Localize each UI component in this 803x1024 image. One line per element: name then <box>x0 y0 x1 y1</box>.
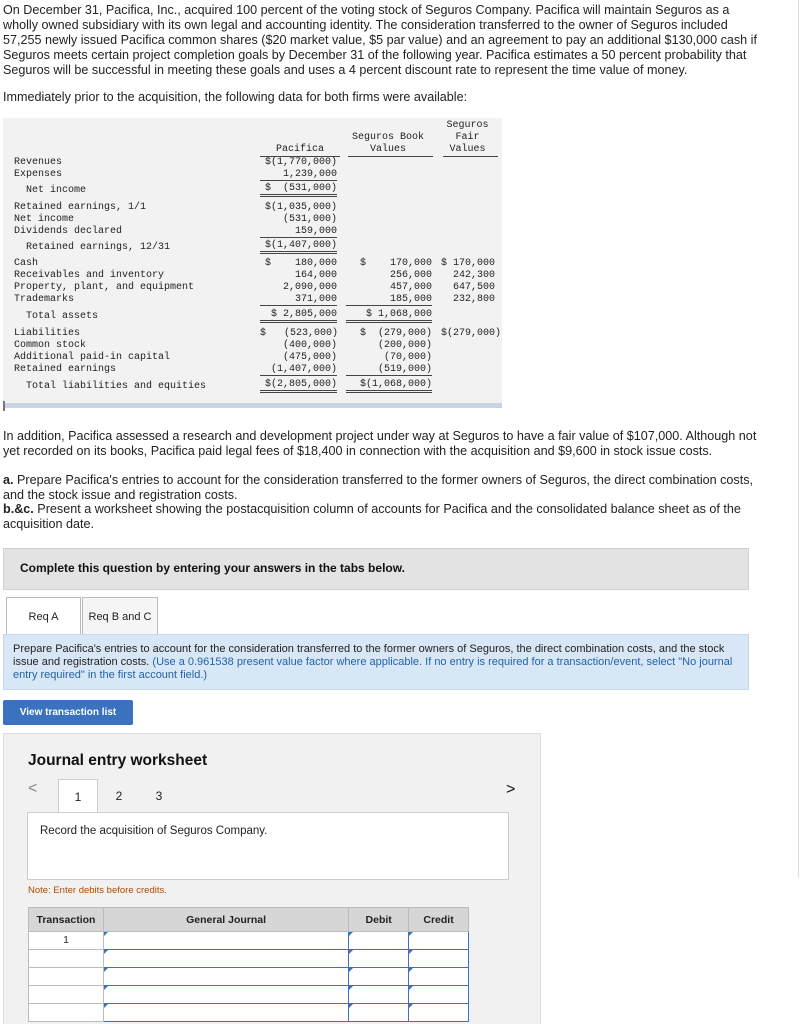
pacifica-value: 2,090,000 <box>282 282 337 293</box>
book-value: $ 1,068,000 <box>346 309 432 323</box>
question-bar <box>3 548 749 590</box>
requirement-bc <box>3 502 765 532</box>
instruction-box <box>3 634 749 690</box>
problem-intro: On December 31, Pacifica, Inc., acquired 100 percent of the voting stock of Seguros Company. Pacifica will maintain Seguros as a wholly owned subsidiary with its own legal and accounting identity. The consideration transferred to the owner of Seguros included 57,255 newly issued Pacifica common shares ($20 market value, $5 par value) and an agreement to pay an additional $130,000 cash if Seguros meets certain project completion goals by December 31 of the following year. Pacifica estimates a 50 percent probability that Seguros will be successful in meeting these goals and uses a 4 percent discount rate to represent the time value of money. <box>3 3 757 77</box>
col-header-book-1: Seguros Book <box>351 132 424 143</box>
question-bar-text: Complete this question by entering your answers in the tabs below. <box>20 561 405 575</box>
account-input[interactable] <box>103 968 348 986</box>
credit-input[interactable] <box>409 968 469 986</box>
col-credit: Credit <box>409 908 469 932</box>
col-header-fair-1: Seguros <box>446 120 489 131</box>
account-input[interactable] <box>103 986 348 1004</box>
data-intro: Immediately prior to the acquisition, the following data for both firms were available: <box>3 90 468 104</box>
pacifica-value: $ 2,805,000 <box>260 309 337 323</box>
debit-input[interactable] <box>349 986 409 1004</box>
row-label: Total assets <box>14 311 99 322</box>
pacifica-value: (400,000) <box>282 340 337 351</box>
account-input[interactable] <box>103 932 348 950</box>
col-debit: Debit <box>349 908 409 932</box>
credit-input[interactable] <box>409 1004 469 1022</box>
fair-value: $ 170,000 <box>440 258 495 269</box>
col-transaction: Transaction <box>29 908 104 932</box>
book-value: 457,000 <box>389 282 432 293</box>
fair-value: 242,300 <box>452 270 495 281</box>
pacifica-value: $(1,770,000) <box>264 157 337 168</box>
fair-value: 647,500 <box>452 282 495 293</box>
book-value: 256,000 <box>389 270 432 281</box>
chevron-left-icon[interactable]: < <box>28 780 38 797</box>
account-input[interactable] <box>103 1004 348 1022</box>
journal-entry-worksheet <box>3 733 541 1024</box>
record-instruction: Record the acquisition of Seguros Company. <box>40 825 268 837</box>
pacifica-value: $ 180,000 <box>264 258 337 269</box>
pacifica-value: 371,000 <box>260 294 337 306</box>
financial-data-table <box>3 118 502 408</box>
debit-input[interactable] <box>349 968 409 986</box>
row-label: Common stock <box>14 340 87 351</box>
row-label: Liabilities <box>14 328 81 339</box>
requirement-bc-label: b.&c. <box>3 502 34 516</box>
pacifica-value: $ (531,000) <box>260 183 337 197</box>
book-value: (200,000) <box>377 340 432 351</box>
book-value: $ (279,000) <box>359 328 432 339</box>
row-label: Retained earnings, 1/1 <box>14 202 147 213</box>
pacifica-value: (1,407,000) <box>260 364 337 376</box>
book-value: (519,000) <box>346 364 432 376</box>
additional-info: In addition, Pacifica assessed a research and development project under way at Seguros to have a fair value of $107,000. Although not yet recorded on its books, Pacifica paid legal fees of $18,400 in connection with the acquisition and $9,600 in stock issue costs. <box>3 429 757 458</box>
row-label: Net income <box>14 185 87 196</box>
row-label: Additional paid-in capital <box>14 352 171 363</box>
debit-input[interactable] <box>349 932 409 950</box>
row-label: Cash <box>14 258 39 269</box>
pacifica-value: 164,000 <box>294 270 337 281</box>
debit-input[interactable] <box>349 950 409 968</box>
row-label: Revenues <box>14 157 63 168</box>
table-row <box>29 950 469 968</box>
pacifica-value: $(2,805,000) <box>260 379 337 393</box>
book-value: $(1,068,000) <box>346 379 432 393</box>
col-header-pacifica: Pacifica <box>275 144 324 155</box>
pacifica-value: $ (523,000) <box>260 328 339 339</box>
pacifica-value: 159,000 <box>260 226 337 238</box>
table-row <box>29 932 469 950</box>
row-label: Expenses <box>14 169 63 180</box>
col-header-book-2: Values <box>369 144 406 155</box>
book-value: 185,000 <box>346 294 432 306</box>
page-2[interactable]: 2 <box>115 789 123 803</box>
row-label: Net income <box>14 214 75 225</box>
journal-table <box>28 907 469 1022</box>
credit-input[interactable] <box>409 932 469 950</box>
row-label: Property, plant, and equipment <box>14 282 195 293</box>
account-input[interactable] <box>103 950 348 968</box>
col-header-fair-3: Values <box>449 144 486 155</box>
transaction-number: 1 <box>29 932 104 950</box>
row-label: Dividends declared <box>14 226 123 237</box>
col-general-journal: General Journal <box>103 908 348 932</box>
col-header-fair-2: Fair <box>455 132 480 143</box>
book-value: (70,000) <box>383 352 432 363</box>
worksheet-title: Journal entry worksheet <box>28 752 208 769</box>
row-label: Retained earnings, 12/31 <box>14 242 171 253</box>
instruction-text: Prepare Pacifica's entries to account for the consideration transferred to the former owners of Seguros, the direct combination costs, and the stock issue and registration costs. <box>13 643 725 668</box>
pacifica-value: (475,000) <box>282 352 337 363</box>
table-row <box>29 968 469 986</box>
pacifica-value: $(1,407,000) <box>260 240 337 254</box>
page-3[interactable]: 3 <box>155 789 163 803</box>
table-row <box>29 1004 469 1022</box>
book-value: $ 170,000 <box>359 258 432 269</box>
requirement-a-label: a. <box>3 473 14 487</box>
debit-input[interactable] <box>349 1004 409 1022</box>
row-label: Total liabilities and equities <box>14 381 207 392</box>
pacifica-value: 1,239,000 <box>260 169 337 181</box>
pacifica-value: (531,000) <box>282 214 337 225</box>
tab-req-b-and-c[interactable]: Req B and C <box>82 597 158 635</box>
tab-req-a[interactable]: Req A <box>6 597 81 635</box>
debits-note: Note: Enter debits before credits. <box>28 885 167 896</box>
requirement-a-text: Prepare Pacifica's entries to account for the consideration transferred to the former owners of Seguros, the direct combination costs, and the stock issue and registration costs. <box>3 473 754 502</box>
view-transaction-list-button[interactable]: View transaction list <box>3 700 133 725</box>
fair-value: 232,800 <box>452 294 495 305</box>
row-label: Receivables and inventory <box>14 270 165 281</box>
credit-input[interactable] <box>409 986 469 1004</box>
requirement-bc-text: Present a worksheet showing the postacquisition column of accounts for Pacifica and the consolidated balance sheet as of the acquisition date. <box>3 502 741 531</box>
record-instruction-box <box>27 812 509 880</box>
instruction-note: (Use a 0.961538 present value factor where applicable. If no entry is required for a transaction/event, select "No journal entry required" in the first account field.) <box>13 656 733 681</box>
row-label: Trademarks <box>14 294 75 305</box>
pacifica-value: $(1,035,000) <box>264 202 337 213</box>
fair-value: $(279,000) <box>440 328 501 339</box>
chevron-right-icon[interactable]: > <box>506 781 516 798</box>
requirement-a <box>3 473 765 503</box>
row-label: Retained earnings <box>14 364 117 375</box>
table-row <box>29 986 469 1004</box>
credit-input[interactable] <box>409 950 469 968</box>
page-1[interactable]: 1 <box>58 779 98 813</box>
